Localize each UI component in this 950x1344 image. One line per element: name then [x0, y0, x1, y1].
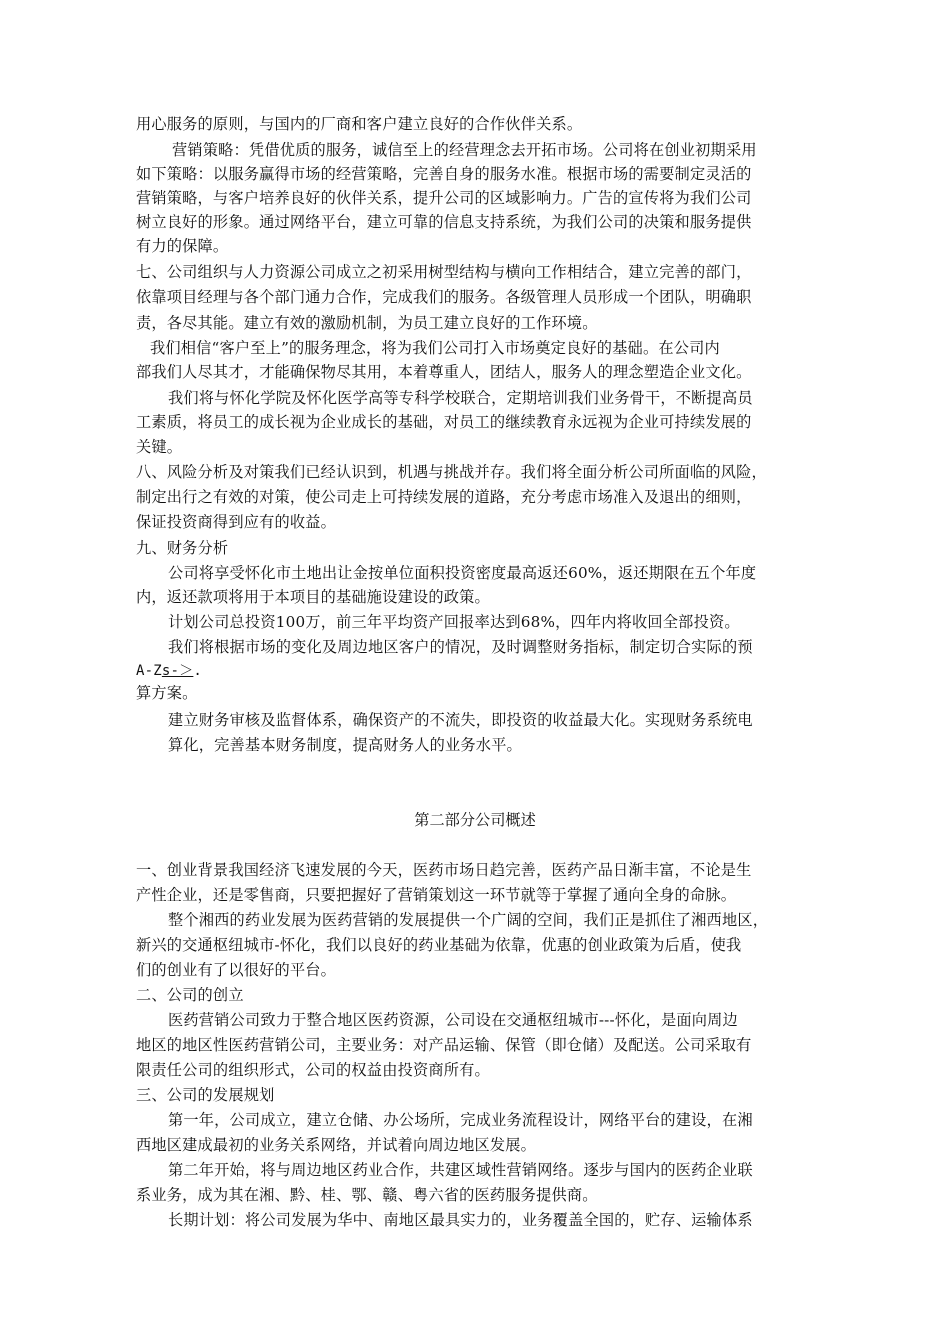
text-line: 关键。 [136, 438, 183, 456]
text-line: 内，返还款项将用于本项目的基础施设建设的政策。 [136, 588, 490, 606]
text-line: 有力的保障。 [136, 237, 229, 255]
text-line: 如下策略：以服务赢得市场的经营策略，完善自身的服务水准。根据市场的需要制定灵活的 [136, 165, 752, 183]
text-line: 用心服务的原则，与国内的厂商和客户建立良好的合作伙伴关系。 [136, 115, 583, 133]
text-line: 依靠项目经理与各个部门通力合作，完成我们的服务。各级管理人员形成一个团队，明确职 [136, 288, 752, 306]
text-line: 营销策略：凭借优质的服务，诚信至上的经营理念去开拓市场。公司将在创业初期采用 [172, 141, 757, 159]
text-line: 树立良好的形象。通过网络平台，建立可靠的信息支持系统，为我们公司的决策和服务提供 [136, 213, 752, 231]
text-line: 医药营销公司致力于整合地区医药资源，公司设在交通枢纽城市---怀化，是面向周边 [168, 1011, 738, 1029]
text-line: 算化，完善基本财务制度，提高财务人的业务水平。 [168, 736, 522, 754]
text-line: 营销策略，与客户培养良好的伙伴关系，提升公司的区域影响力。广告的宣传将为我们公司 [136, 189, 752, 207]
artifact-suffix: . [193, 663, 202, 679]
text-line: 我们将根据市场的变化及周边地区客户的情况，及时调整财务指标，制定切合实际的预 [168, 638, 753, 656]
text-line: 系业务，成为其在湘、黔、桂、鄂、赣、粤六省的医药服务提供商。 [136, 1186, 598, 1204]
text-line: 责，各尽其能。建立有效的激励机制，为员工建立良好的工作环境。 [136, 314, 598, 332]
text-line: 公司将享受怀化市土地出让金按单位面积投资密度最高返还60%，返还期限在五个年度 [168, 564, 757, 582]
section-line-3: 三、公司的发展规划 [136, 1086, 275, 1104]
text-line: 地区的地区性医药营销公司，主要业务：对产品运输、保管（即仓储）及配送。公司采取有 [136, 1036, 752, 1054]
section-line-7: 七、公司组织与人力资源公司成立之初采用树型结构与横向工作相结合，建立完善的部门， [136, 263, 752, 281]
text-line: 西地区建成最初的业务关系网络，并试着向周边地区发展。 [136, 1136, 537, 1154]
section-line-8: 八、风险分析及对策我们已经认识到，机遇与挑战并存。我们将全面分析公司所面临的风险， [136, 463, 767, 481]
text-line: 我们将与怀化学院及怀化医学高等专科学校联合，定期培训我们业务骨干，不断提高员 [168, 389, 753, 407]
section-line-9: 九、财务分析 [136, 539, 229, 557]
text-line: 整个湘西的药业发展为医药营销的发展提供一个广阔的空间，我们正是抓住了湘西地区， [168, 911, 769, 929]
text-line: 建立财务审核及监督体系，确保资产的不流失，即投资的收益最大化。实现财务系统电 [168, 711, 753, 729]
artifact-prefix: A-Z [136, 663, 162, 679]
text-line: 部我们人尽其才，才能确保物尽其用，本着尊重人，团结人，服务人的理念塑造企业文化。 [136, 363, 752, 381]
text-line: 计划公司总投资100万，前三年平均资产回报率达到68%，四年内将收回全部投资。 [168, 613, 740, 631]
text-line: 工素质，将员工的成长视为企业成长的基础，对员工的继续教育永远视为企业可持续发展的 [136, 413, 752, 431]
text-line: 们的创业有了以很好的平台。 [136, 961, 337, 979]
text-line: 一、创业背景我国经济飞速发展的今天，医药市场日趋完善，医药产品日渐丰富，不论是生 [136, 861, 752, 879]
text-line: 新兴的交通枢纽城市-怀化，我们以良好的药业基础为依靠，优惠的创业政策为后盾，使我 [136, 936, 742, 954]
text-line: 保证投资商得到应有的收益。 [136, 513, 337, 531]
section-heading: 第二部分公司概述 [414, 811, 536, 829]
text-line: 第二年开始，将与周边地区药业合作，共建区域性营销网络。逐步与国内的医药企业联 [168, 1161, 753, 1179]
text-line: 算方案。 [136, 684, 198, 702]
text-line: 第一年，公司成立，建立仓储、办公场所，完成业务流程设计，网络平台的建设，在湘 [168, 1111, 753, 1129]
text-line: 制定出行之有效的对策，使公司走上可持续发展的道路，充分考虑市场准入及退出的细则， [136, 488, 752, 506]
text-line: 我们相信“客户至上”的服务理念，将为我们公司打入市场奠定良好的基础。在公司内 [150, 339, 720, 357]
text-line: 长期计划：将公司发展为华中、南地区最具实力的，业务覆盖全国的，贮存、运输体系 [168, 1211, 753, 1229]
text-line: 产性企业，还是零售商，只要把握好了营销策划这一环节就等于掌握了通向全身的命脉。 [136, 886, 737, 904]
artifact-underlined: s-＞ [161, 663, 194, 679]
section-line-2: 二、公司的创立 [136, 986, 244, 1004]
artifact-line [136, 661, 202, 681]
text-line: 限责任公司的组织形式，公司的权益由投资商所有。 [136, 1061, 490, 1079]
